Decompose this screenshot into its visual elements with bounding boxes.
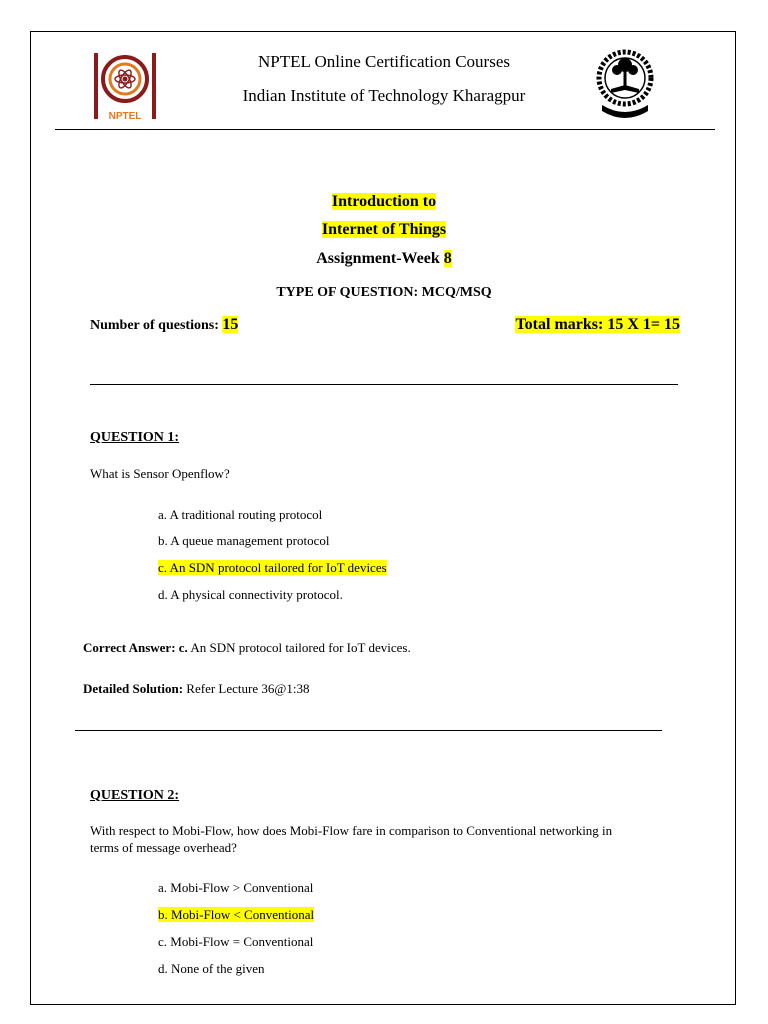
question-1-detailed-solution: Detailed Solution: Refer Lecture 36@1:38 bbox=[83, 681, 310, 696]
header-institution-line2: Indian Institute of Technology Kharagpur bbox=[242, 86, 526, 105]
nptel-logo-text: NPTEL bbox=[108, 111, 142, 122]
question-2-heading: QUESTION 2: bbox=[90, 788, 180, 803]
question-1-option-d: d. A physical connectivity protocol. bbox=[158, 587, 343, 602]
page-border bbox=[30, 31, 736, 1005]
question-1-option-a: a. A traditional routing protocol bbox=[158, 507, 323, 522]
course-title-line1: Introduction to bbox=[331, 193, 437, 210]
question-1-text: What is Sensor Openflow? bbox=[90, 466, 230, 481]
question-1-correct-answer: Correct Answer: c. An SDN protocol tailored for IoT devices. bbox=[83, 640, 411, 655]
header-institution-line1: NPTEL Online Certification Courses bbox=[258, 52, 510, 71]
question-2-option-d: d. None of the given bbox=[158, 961, 265, 976]
question-2-text-line2: terms of message overhead? bbox=[90, 840, 237, 855]
question-1-heading: QUESTION 1: bbox=[90, 430, 180, 445]
assignment-title: Assignment-Week 8 bbox=[316, 250, 452, 267]
question-2-option-b: b. Mobi-Flow < Conventional bbox=[158, 907, 315, 922]
question-2-text-line1: With respect to Mobi-Flow, how does Mobi-Flow fare in comparison to Conventional networking in bbox=[90, 823, 613, 838]
question-divider bbox=[75, 730, 662, 731]
course-title-line2: Internet of Things bbox=[321, 221, 447, 238]
section-divider bbox=[90, 384, 678, 385]
question-1-option-c: c. An SDN protocol tailored for IoT devices bbox=[158, 560, 387, 575]
header-divider bbox=[55, 129, 715, 130]
iit-kharagpur-seal-icon bbox=[594, 45, 656, 123]
question-1-option-b: b. A queue management protocol bbox=[158, 533, 330, 548]
number-of-questions: Number of questions: 15 bbox=[90, 316, 239, 333]
question-2-option-a: a. Mobi-Flow > Conventional bbox=[158, 880, 314, 895]
question-type: TYPE OF QUESTION: MCQ/MSQ bbox=[276, 285, 492, 300]
question-2-option-c: c. Mobi-Flow = Conventional bbox=[158, 934, 314, 949]
total-marks: Total marks: 15 X 1= 15 bbox=[515, 316, 680, 333]
